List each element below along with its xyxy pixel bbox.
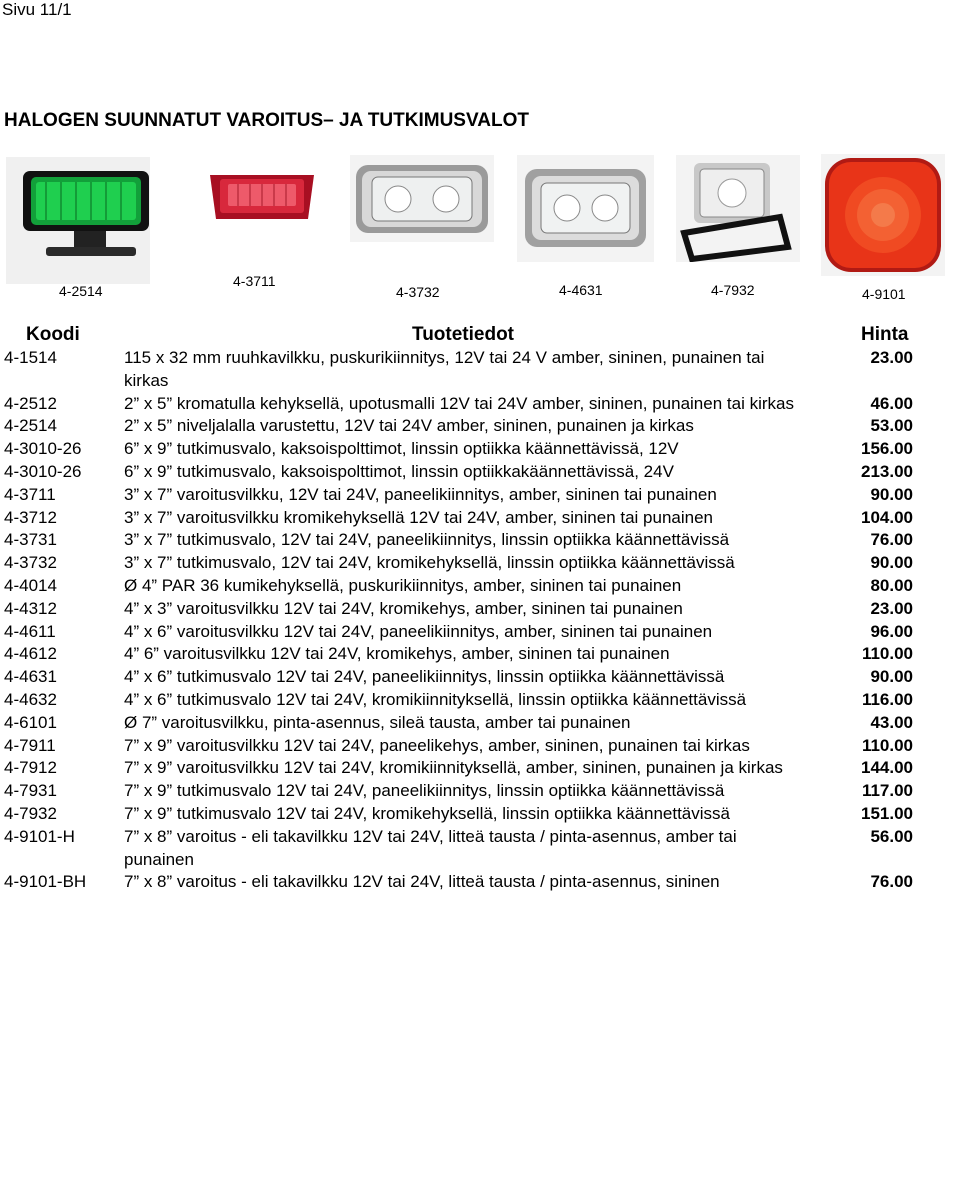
product-description: 4” x 3” varoitusvilkku 12V tai 24V, kromikehys, amber, sininen tai punainen xyxy=(124,598,683,618)
product-description: 7” x 8” varoitus - eli takavilkku 12V tai 24V, litteä tausta / pinta-asennus, amber tai punainen xyxy=(124,826,737,869)
product-price: 110.00 xyxy=(861,735,913,755)
table-row xyxy=(0,826,960,872)
product-description: 7” x 8” varoitus - eli takavilkku 12V tai 24V, litteä tausta / pinta-asennus, sininen xyxy=(124,872,720,892)
product-description: 6” x 9” tutkimusvalo, kaksoispolttimot, linssin optiikkakäännettävissä, 24V xyxy=(124,461,674,481)
product-price: 23.00 xyxy=(870,348,913,367)
product-description: Ø 4” PAR 36 kumikehyksellä, puskurikiinnitys, amber, sininen tai punainen xyxy=(124,575,682,595)
image-caption: 4-3732 xyxy=(396,284,440,300)
product-code: 4-6101 xyxy=(4,712,57,732)
product-description: 4” x 6” tutkimusvalo 12V tai 24V, paneelikiinnitys, linssin optiikka käännettävissä xyxy=(124,667,725,687)
header-product-info: Tuotetiedot xyxy=(412,324,515,345)
table-row xyxy=(0,461,960,484)
product-code: 4-3711 xyxy=(4,484,56,504)
product-code: 4-2514 xyxy=(4,416,57,436)
product-code: 4-3010-26 xyxy=(4,439,82,459)
product-price: 46.00 xyxy=(870,393,913,413)
table-row xyxy=(0,666,960,689)
table-row xyxy=(0,735,960,758)
product-code: 4-3010-26 xyxy=(4,461,82,481)
product-price: 23.00 xyxy=(870,598,913,618)
product-description: 6” x 9” tutkimusvalo, kaksoispolttimot, linssin optiikka käännettävissä, 12V xyxy=(124,439,679,459)
product-code: 4-7932 xyxy=(4,803,57,823)
table-row xyxy=(0,438,960,461)
product-description: 3” x 7” varoitusvilkku kromikehyksellä 12V tai 24V, amber, sininen tai punainen xyxy=(124,507,714,527)
product-price: 53.00 xyxy=(870,416,913,436)
product-code: 4-7912 xyxy=(4,758,57,778)
clear-light-image-2 xyxy=(517,155,654,262)
table-row xyxy=(0,552,960,575)
product-description: Ø 7” varoitusvilkku, pinta-asennus, sileä tausta, amber tai punainen xyxy=(124,712,631,732)
page-title: HALOGEN SUUNNATUT VAROITUS– JA TUTKIMUSVALOT xyxy=(4,110,529,131)
product-price: 117.00 xyxy=(861,781,913,801)
page-label: Sivu 11/1 xyxy=(2,0,72,19)
image-caption: 4-3711 xyxy=(233,273,276,289)
product-price: 144.00 xyxy=(861,758,913,778)
product-description: 2” x 5” niveljalalla varustettu, 12V tai 24V amber, sininen, punainen ja kirkas xyxy=(124,416,694,436)
product-description: 3” x 7” varoitusvilkku, 12V tai 24V, paneelikiinnitys, amber, sininen tai punainen xyxy=(124,484,717,504)
product-code: 4-1514 xyxy=(4,348,57,367)
image-caption: 4-2514 xyxy=(59,283,103,299)
product-price: 104.00 xyxy=(861,507,913,527)
product-price: 110.00 xyxy=(861,644,913,664)
table-row xyxy=(0,871,960,894)
product-code: 4-4611 xyxy=(4,621,56,641)
product-price: 213.00 xyxy=(861,461,913,481)
table-row xyxy=(0,393,960,416)
product-code: 4-2512 xyxy=(4,393,57,413)
table-row xyxy=(0,780,960,803)
product-code: 4-7931 xyxy=(4,781,57,801)
product-price: 43.00 xyxy=(870,712,913,732)
table-row xyxy=(0,598,960,621)
product-price: 90.00 xyxy=(870,484,913,504)
product-price: 156.00 xyxy=(861,439,913,459)
product-description: 7” x 9” tutkimusvalo 12V tai 24V, paneelikiinnitys, linssin optiikka käännettävissä xyxy=(124,781,725,801)
product-description: 2” x 5” kromatulla kehyksellä, upotusmalli 12V tai 24V amber, sininen, punainen tai kirkas xyxy=(124,393,794,413)
red-round-light-image xyxy=(821,154,945,276)
product-code: 4-4312 xyxy=(4,598,57,618)
image-caption: 4-7932 xyxy=(711,282,755,298)
product-price: 76.00 xyxy=(870,530,913,550)
product-price: 116.00 xyxy=(861,689,913,709)
green-light-image xyxy=(6,157,150,284)
table-row xyxy=(0,643,960,666)
product-code: 4-3731 xyxy=(4,530,57,550)
product-code: 4-4631 xyxy=(4,667,57,687)
table-row xyxy=(0,415,960,438)
header-code: Koodi xyxy=(26,324,80,345)
clear-light-gasket-image xyxy=(676,155,800,262)
table-row xyxy=(0,507,960,530)
table-row xyxy=(0,621,960,644)
product-code: 4-3732 xyxy=(4,553,57,573)
product-table xyxy=(0,347,960,894)
product-code: 4-3712 xyxy=(4,507,57,527)
product-code: 4-7911 xyxy=(4,735,56,755)
table-row xyxy=(0,803,960,826)
product-price: 151.00 xyxy=(861,803,913,823)
product-description: 3” x 7” tutkimusvalo, 12V tai 24V, kromikehyksellä, linssin optiikka käännettävissä xyxy=(124,553,735,573)
product-price: 76.00 xyxy=(870,872,913,892)
product-code: 4-9101-BH xyxy=(4,872,87,892)
red-light-image xyxy=(204,157,320,243)
table-row xyxy=(0,347,960,393)
table-row xyxy=(0,484,960,507)
table-row xyxy=(0,689,960,712)
product-description: 3” x 7” tutkimusvalo, 12V tai 24V, paneelikiinnitys, linssin optiikka käännettävissä xyxy=(124,530,730,550)
product-code: 4-4632 xyxy=(4,689,57,709)
table-row xyxy=(0,757,960,780)
product-code: 4-9101-H xyxy=(4,826,75,846)
table-row xyxy=(0,712,960,735)
header-price: Hinta xyxy=(861,324,909,345)
product-description: 4” 6” varoitusvilkku 12V tai 24V, kromikehys, amber, sininen tai punainen xyxy=(124,644,670,664)
clear-light-image-1 xyxy=(350,155,494,242)
product-description: 4” x 6” varoitusvilkku 12V tai 24V, paneelikiinnitys, amber, sininen tai punainen xyxy=(124,621,713,641)
product-price: 56.00 xyxy=(870,826,913,846)
product-code: 4-4612 xyxy=(4,644,57,664)
product-description: 115 x 32 mm ruuhkavilkku, puskurikiinnitys, 12V tai 24 V amber, sininen, punainen tai kirkas xyxy=(124,348,765,390)
image-caption: 4-4631 xyxy=(559,282,603,298)
product-description: 4” x 6” tutkimusvalo 12V tai 24V, kromikiinnityksellä, linssin optiikka käännettävissä xyxy=(124,689,747,709)
product-price: 90.00 xyxy=(870,553,913,573)
product-price: 80.00 xyxy=(870,575,913,595)
table-row xyxy=(0,575,960,598)
product-description: 7” x 9” varoitusvilkku 12V tai 24V, paneelikehys, amber, sininen, punainen tai kirkas xyxy=(124,735,750,755)
product-price: 90.00 xyxy=(870,667,913,687)
product-description: 7” x 9” varoitusvilkku 12V tai 24V, kromikiinnityksellä, amber, sininen, punainen ja kirkas xyxy=(124,758,783,778)
product-description: 7” x 9” tutkimusvalo 12V tai 24V, kromikehyksellä, linssin optiikka käännettävissä xyxy=(124,803,730,823)
table-row xyxy=(0,529,960,552)
product-code: 4-4014 xyxy=(4,575,57,595)
product-price: 96.00 xyxy=(870,621,913,641)
image-caption: 4-9101 xyxy=(862,286,906,302)
